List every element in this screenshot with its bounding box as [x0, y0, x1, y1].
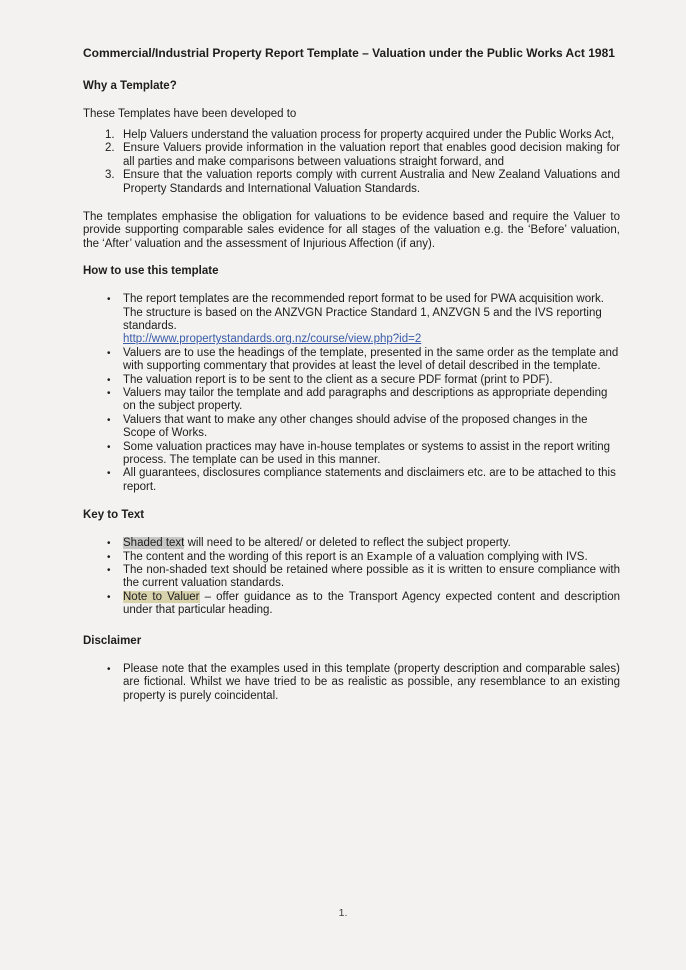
note-to-valuer-highlight: Note to Valuer [123, 590, 200, 603]
list-item-text: The content and the wording of this report is an [123, 550, 367, 563]
list-item-text: Please note that the examples used in this template (property description and comparable sales) are fictional. Whilst we have tried to be as realistic as possible, any resemblance to an existing property is purely coincidental. [123, 662, 620, 702]
list-item-text: All guarantees, disclosures compliance statements and disclaimers etc. are to be attached to this report. [123, 467, 616, 493]
shaded-text-highlight: Shaded text [123, 537, 185, 550]
list-item-text: Ensure that the valuation reports comply with current Australia and New Zealand Valuations and Property Standards and International Valuation Standards. [123, 169, 620, 195]
doc-title: Commercial/Industrial Property Report Template – Valuation under the Public Works Act 1981 [83, 46, 615, 60]
bullet-icon: • [107, 565, 111, 577]
bullet-icon: • [107, 347, 111, 359]
list-item-text: The report templates are the recommended report format to be used for PWA acquisition work. The structure is based on the ANZVGN Practice Standard 1, ANZVGN 5 and the IVS reporting standards. [123, 293, 604, 332]
list-item-text: Some valuation practices may have in-house templates or systems to assist in the report writing process. The template can be used in this manner. [123, 440, 611, 467]
bullet-icon: • [107, 663, 111, 675]
numbered-list [83, 129, 620, 196]
bullet-icon: • [107, 414, 111, 426]
list-item [83, 129, 620, 142]
list-item [83, 374, 620, 387]
bullet-list-how [83, 293, 620, 494]
example-word: Example [366, 550, 413, 563]
list-item-text: Valuers that want to make any other changes should advise of the proposed changes in the Scope of Works. [123, 413, 588, 440]
list-item-text: Ensure Valuers provide information in the valuation report that enables good decision making for all parties and make comparisons between valuations straight forward, and [123, 142, 620, 168]
list-item-text: The valuation report is to be sent to the client as a secure PDF format (print to PDF). [123, 373, 553, 386]
list-item [83, 169, 620, 196]
list-item [83, 347, 620, 374]
summary-paragraph: The templates emphasise the obligation for valuations to be evidence based and require the Valuer to provide supporting comparable sales evidence for all stages of the valuation e.g. the ‘Before’ valuation, the ‘After’ valuation and the assessment of Injurious Affection (if any). [83, 210, 620, 250]
list-item-text: Valuers are to use the headings of the template, presented in the same order as the template and with supporting commentary that provides at least the level of detail described in the template. [123, 346, 619, 373]
heading-why-a-template: Why a Template? [83, 79, 177, 92]
list-item [83, 414, 620, 441]
list-item-text: Help Valuers understand the valuation process for property acquired under the Public Works Act, [123, 128, 615, 141]
list-item-text: will need to be altered/ or deleted to reflect the subject property. [184, 537, 511, 550]
bullet-icon: • [107, 294, 111, 306]
list-item [83, 467, 620, 494]
bullet-icon: • [107, 551, 111, 563]
list-item [83, 441, 620, 468]
list-item [83, 663, 620, 703]
list-item [83, 564, 620, 591]
list-item-text: of a valuation complying with IVS. [412, 550, 588, 563]
list-number: 2. [105, 142, 115, 155]
list-item [83, 387, 620, 414]
page-number: 1. [338, 907, 348, 919]
list-number: 3. [105, 169, 115, 182]
heading-disclaimer: Disclaimer [83, 634, 142, 647]
list-item [83, 551, 620, 564]
intro-line: These Templates have been developed to [83, 107, 297, 120]
list-item [83, 293, 620, 347]
bullet-icon: • [107, 388, 111, 399]
list-item [83, 537, 620, 550]
bullet-icon: • [107, 468, 111, 480]
list-number: 1. [105, 128, 115, 141]
bullet-icon: • [107, 374, 111, 386]
bullet-icon: • [107, 591, 111, 603]
heading-how-to-use: How to use this template [83, 265, 219, 278]
heading-key-to-text: Key to Text [83, 509, 145, 522]
list-item-text: Valuers may tailor the template and add paragraphs and descriptions as appropriate depending on the subject property. [123, 387, 608, 413]
list-item [83, 591, 620, 618]
list-item-text: The non-shaded text should be retained where possible as it is written to ensure compliance with the current valuation standards. [123, 564, 620, 590]
bullet-icon: • [107, 538, 111, 550]
bullet-icon: • [107, 441, 111, 453]
bullet-list-disclaimer [83, 663, 620, 703]
property-standards-link[interactable]: http://www.propertystandards.org.nz/course/view.php?id=2 [123, 333, 422, 346]
list-item-text: – offer guidance as to the Transport Agency expected content and description under that particular heading. [123, 590, 620, 617]
bullet-list-key [83, 537, 620, 617]
list-item [83, 142, 620, 169]
